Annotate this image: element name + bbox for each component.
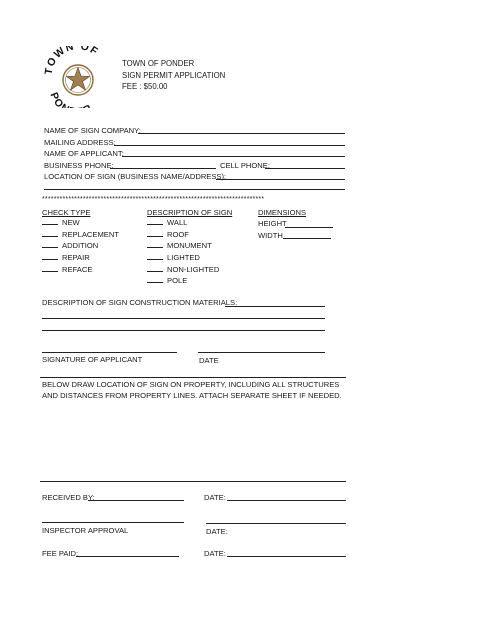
desc-item-roof[interactable]: ROOF [147, 229, 219, 241]
inspector-date-field[interactable] [206, 523, 346, 524]
checkbox-blank[interactable] [147, 218, 163, 225]
checkbox-blank[interactable] [42, 241, 58, 248]
location-field-extra[interactable] [44, 189, 345, 190]
fee-date-label: DATE: [204, 549, 226, 558]
received-date-field[interactable] [227, 500, 346, 501]
instructions-line-1: BELOW DRAW LOCATION OF SIGN ON PROPERTY, INCLUDING ALL STRUCTURES [42, 380, 340, 389]
received-by-label: RECEIVED BY: [42, 493, 95, 502]
inspector-field[interactable] [42, 522, 184, 523]
height-field[interactable] [285, 227, 333, 228]
header-block [122, 58, 225, 93]
checkbox-blank[interactable] [42, 230, 58, 237]
received-date-label: DATE: [204, 493, 226, 502]
drawing-area-bottom-rule [40, 481, 346, 482]
logo-bottom-text: PO [47, 90, 67, 108]
check-item-replacement[interactable]: REPLACEMENT [42, 229, 119, 241]
instructions-line-2: AND DISTANCES FROM PROPERTY LINES. ATTACH SEPARATE SHEET IF NEEDED. [42, 391, 342, 400]
check-item-addition[interactable]: ADDITION [42, 240, 119, 252]
checkbox-blank[interactable] [147, 276, 163, 283]
applicant-label: NAME OF APPLICANT: [44, 149, 124, 158]
header-fee: FEE : $50.00 [122, 82, 168, 91]
fee-date-field[interactable] [227, 556, 346, 557]
check-item-reface[interactable]: REFACE [42, 264, 119, 276]
received-by-field[interactable] [88, 500, 184, 501]
width-label: WIDTH [258, 231, 283, 240]
cell-phone-label: CELL PHONE: [220, 161, 270, 170]
desc-item-monument[interactable]: MONUMENT [147, 240, 219, 252]
description-list [147, 217, 219, 287]
town-logo [42, 46, 116, 108]
signature-date-label: DATE [199, 356, 219, 365]
business-phone-label: BUSINESS PHONE: [44, 161, 114, 170]
applicant-field[interactable] [122, 156, 345, 157]
fee-paid-label: FEE PAID: [42, 549, 79, 558]
signature-label: SIGNATURE OF APPLICANT [42, 355, 143, 364]
header-town: TOWN OF PONDER [122, 59, 195, 68]
desc-item-lighted[interactable]: LIGHTED [147, 252, 219, 264]
fee-paid-field[interactable] [76, 556, 179, 557]
star-seal-icon [42, 46, 116, 108]
location-field[interactable] [216, 179, 345, 180]
description-heading: DESCRIPTION OF SIGN [147, 208, 233, 217]
height-label: HEIGHT [258, 219, 287, 228]
checkbox-blank[interactable] [147, 241, 163, 248]
sign-company-field[interactable] [138, 133, 345, 134]
mailing-address-field[interactable] [114, 145, 345, 146]
checkbox-blank[interactable] [42, 218, 58, 225]
checkbox-blank[interactable] [147, 253, 163, 260]
cell-phone-field[interactable] [265, 168, 345, 169]
materials-label: DESCRIPTION OF SIGN CONSTRUCTION MATERIALS: [42, 298, 238, 307]
check-item-repair[interactable]: REPAIR [42, 252, 119, 264]
dimensions-heading: DIMENSIONS [258, 208, 307, 217]
business-phone-field[interactable] [110, 168, 216, 169]
materials-line-3[interactable] [42, 330, 325, 331]
signature-date-field[interactable] [198, 352, 325, 353]
check-type-list [42, 217, 119, 275]
instructions-top-rule [40, 377, 346, 378]
materials-field[interactable] [225, 306, 325, 307]
mailing-address-label: MAILING ADDRESS: [44, 138, 116, 147]
check-type-heading: CHECK TYPE [42, 208, 91, 217]
logo-top-text: TOWN OF [42, 46, 101, 76]
check-item-new[interactable]: NEW [42, 217, 119, 229]
separator-stars: **************************************************************************** [42, 196, 265, 203]
width-field[interactable] [283, 238, 331, 239]
signature-field[interactable] [42, 352, 177, 353]
sign-company-label: NAME OF SIGN COMPANY: [44, 126, 141, 135]
desc-item-non-lighted[interactable]: NON-LIGHTED [147, 264, 219, 276]
desc-item-wall[interactable]: WALL [147, 217, 219, 229]
inspector-date-label: DATE: [206, 527, 228, 536]
location-label: LOCATION OF SIGN (BUSINESS NAME/ADDRESS): [44, 172, 227, 181]
svg-text:TOWN OF [43, 46, 101, 76]
checkbox-blank[interactable] [42, 253, 58, 260]
checkbox-blank[interactable] [147, 265, 163, 272]
desc-item-pole[interactable]: POLE [147, 275, 219, 287]
checkbox-blank[interactable] [42, 265, 58, 272]
inspector-label: INSPECTOR APPROVAL [42, 526, 129, 535]
header-title: SIGN PERMIT APPLICATION [122, 70, 226, 80]
checkbox-blank[interactable] [147, 230, 163, 237]
materials-line-2[interactable] [42, 318, 325, 319]
